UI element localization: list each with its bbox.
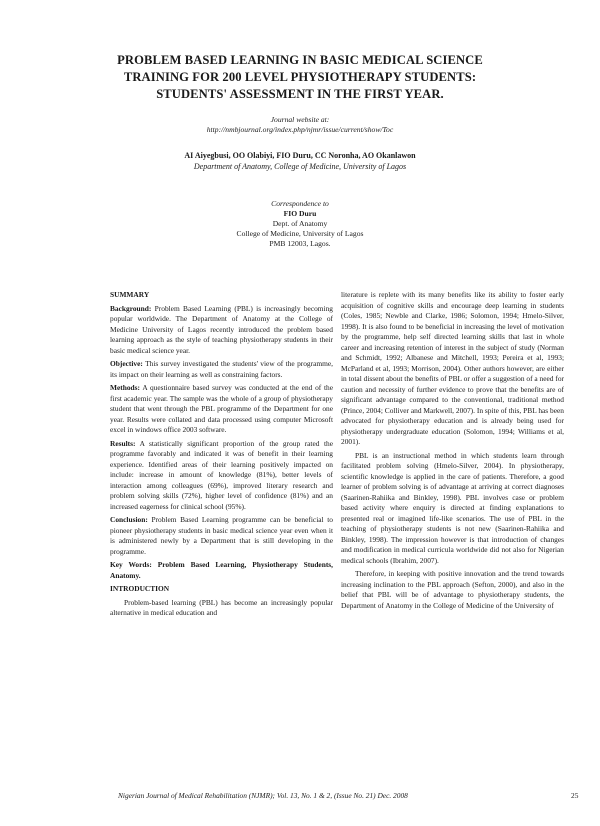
correspondence-line: Dept. of Anatomy [272, 219, 328, 228]
body-paragraph: literature is replete with its many benefits like its ability to foster early acquisition of cognitive skills and encourage deep learning in students (Coles, 1985; Newble and Clarke, 1986; Solomon, 1994; Hmelo-Silver, 1998). It is also found to be beneficial in increasing the level of motivation by the programme, help self directed learning skills that last in whole career and increasing retention of interest in the subject of study (Norman and Schmidt, 1992; Albanese and Mitchell, 1993; Pereira et al, 1993; McParland et al, 1993; Morrison, 2004). Other authors however, are either in total dissent about the benefits of PBL or offer a suggestion of a need for caution and necessity of further evidence to prove that the benefits are of significant advantage compared to the conventional, traditional method (Prince, 2004; Colliver and Markwell, 2007). In spite of this, PBL has been advocated for physiotherapy education and is already being used for physiotherapy undergraduate education (Solomon, 1994; Williams et al, 2001). [341, 290, 564, 446]
correspondence-block [100, 199, 500, 249]
background-text: Problem Based Learning (PBL) is increasingly becoming popular worldwide. The Department of Anatomy at the College of Medicine University of Lagos recently introduced the problem based learning approach as the style of teaching physiotherapy students in their basic medical science year. [110, 303, 333, 355]
methods-text: A questionnaire based survey was conducted at the end of the first academic year. The sample was the whole of a group of physiotherapy student that went through the PBL programme of the Department for one year. Results were collated and data processed using computer Microsoft excel in windows office 2003 software. [110, 383, 333, 434]
background-paragraph [110, 304, 333, 357]
correspondence-line: College of Medicine, University of Lagos [236, 229, 364, 238]
introduction-heading: INTRODUCTION [110, 584, 170, 593]
methods-label: Methods: [110, 383, 140, 392]
website-label: Journal website at: [270, 115, 330, 124]
left-column [110, 290, 333, 622]
objective-paragraph [110, 359, 333, 380]
title-line-1: PROBLEM BASED LEARNING IN BASIC MEDICAL SCIENCE [117, 53, 483, 67]
correspondence-name: FIO Duru [283, 209, 317, 218]
body-paragraph: PBL is an instructional method in which students learn through facilitated problem solving (Hmelo-Silver, 2004). In physiotherapy, scientific knowledge is applied in the care of patients. Therefore, a good learner of problem solving is of advantage at arriving at correct diagnoses (Saarinen-Rahiika and Binkley, 1998). PBL involves case or problem based activity where enquiry is directed at finding explanations to presented real or imagined life-like scenarios. The use of PBL in the teaching of physiotherapy students is not new (Saarinen-Rahiika and Binkley, 1998). The impression however is that introduction of changes and modification in medical curricula worldwide did not also for Nigerian medical schools (Ibrahim, 2007). [341, 450, 564, 565]
right-column [341, 290, 564, 614]
journal-website [100, 115, 500, 135]
title-line-3: STUDENTS' ASSESSMENT IN THE FIRST YEAR. [156, 87, 444, 101]
conclusion-text: Problem Based Learning programme can be beneficial to pioneer physiotherapy students in basic medical science year even when it is administered newly by a Department that is still developing in the programme. [110, 515, 333, 556]
results-text: A statistically significant proportion of the group rated the programme favorably and indicated it was of benefit in their learning experience. Identified areas of their learning positively impacted on include: increase in amount of knowledge (81%), better levels of interaction among colleagues (69%), improved literary research and problem solving skills (72%), higher level of confidence (81%) and an increased eagerness for clinical school (95%). [110, 438, 333, 511]
conclusion-label: Conclusion: [110, 515, 148, 524]
website-url[interactable]: http://nmbjournal.org/index.php/njmr/issue/current/show/Toc [206, 125, 394, 134]
correspondence-line: PMB 12003, Lagos. [269, 239, 331, 248]
journal-footer: Nigerian Journal of Medical Rehabilitation (NJMR); Vol. 13, No. 1 & 2, (Issue No. 21) Dec. 2008 [118, 791, 408, 800]
results-paragraph [110, 439, 333, 513]
results-label: Results: [110, 438, 136, 448]
conclusion-paragraph [110, 515, 333, 557]
paper-title [80, 52, 520, 103]
keywords-paragraph [110, 560, 333, 581]
author-list: AI Aiyegbusi, OO Olabiyi, FIO Duru, CC Noronha, AO Okanlawon [184, 151, 416, 160]
keywords-text: Problem Based Learning, Physiotherapy Students, Anatomy. [110, 560, 333, 580]
summary-heading: SUMMARY [110, 290, 150, 299]
objective-text: This survey investigated the students' view of the programme, its impact on their learning as well as constraining factors. [110, 359, 333, 379]
methods-paragraph [110, 383, 333, 436]
author-affiliation: Department of Anatomy, College of Medicine, University of Lagos [193, 162, 407, 171]
title-line-2: TRAINING FOR 200 LEVEL PHYSIOTHERAPY STUDENTS: [123, 70, 477, 84]
introduction-text: Problem-based learning (PBL) has become an increasingly popular alternative in medical education and [110, 597, 333, 617]
correspondence-label: Correspondence to [271, 199, 329, 208]
keywords-label: Key Words: [110, 560, 152, 569]
background-label: Background: [110, 303, 152, 313]
page-number: 25 [571, 791, 579, 800]
body-paragraph: Therefore, in keeping with positive innovation and the trend towards increasing inclination to the PBL approach (Sefton, 2000), and also in the belief that PBL will be of advantage to physiotherapy students, the Department of Anatomy in the College of Medicine of the University of [341, 569, 564, 610]
objective-label: Objective: [110, 359, 143, 368]
